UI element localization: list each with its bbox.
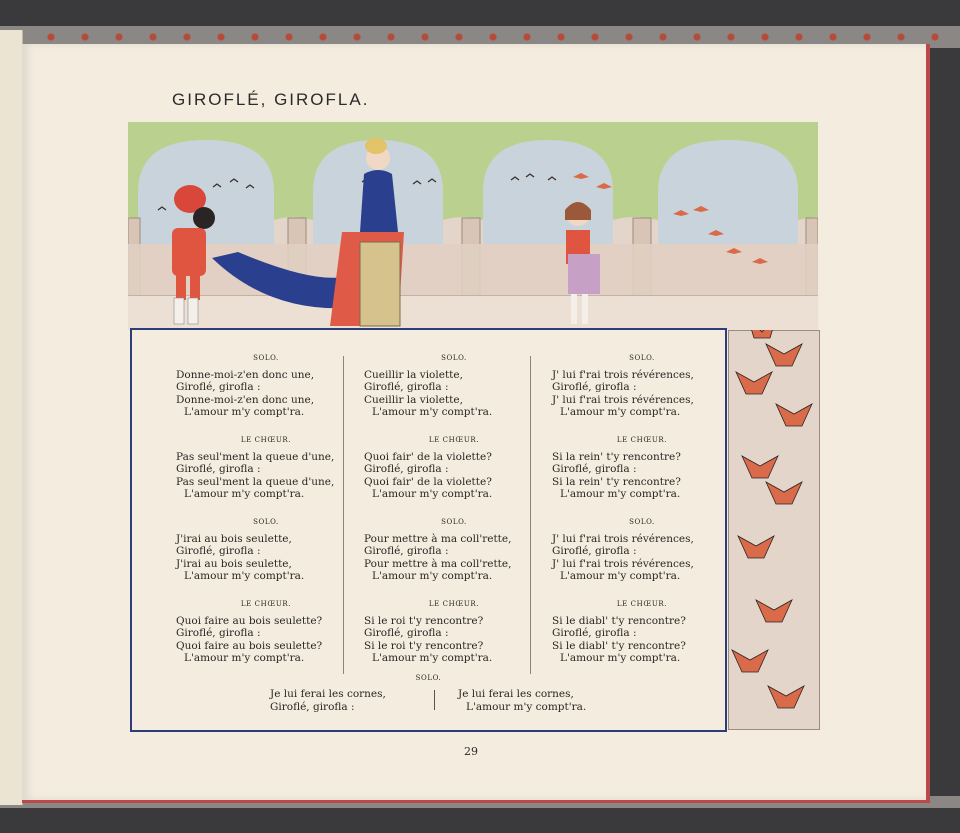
verse-line: L'amour m'y compt'ra. [372,652,493,664]
verse-line: Quoi faire au bois seulette? [176,614,323,627]
stanza-label: SOLO. [629,518,655,526]
page-number: 29 [464,745,478,758]
stanza-label: LE CHŒUR. [616,436,668,444]
stanza [364,598,544,680]
bird-border-illustration [728,330,820,730]
verse-line: Si la rein' t'y rencontre? [552,450,681,463]
verse-line: J'irai au bois seulette, [176,557,292,570]
verse-line: L'amour m'y compt'ra. [560,406,681,418]
verse-line: J' lui f'rai trois révérences, [552,532,694,545]
verse-line: Quoi faire au bois seulette? [176,639,323,652]
stanza-label: LE CHŒUR. [240,600,292,608]
stanza [552,598,732,680]
verse-line: Donne-moi-z'en donc une, [176,368,315,381]
verse-line: L'amour m'y compt'ra. [372,488,493,500]
stanza [552,352,732,434]
verse-line: L'amour m'y compt'ra. [560,652,681,664]
verse-line: Cueillir la violette, [364,393,463,406]
verse-line: Giroflé, girofla : [364,381,449,393]
verse-line: Si la rein' t'y rencontre? [552,475,681,488]
stanza-label: SOLO. [441,354,467,362]
stanza [364,352,544,434]
verse-line: Giroflé, girofla : [176,627,261,639]
verse-line: Giroflé, girofla : [364,545,449,557]
verse-line: Pour mettre à ma coll'rette, [364,532,512,545]
verse-column-3 [552,352,732,680]
stanza [364,434,544,516]
stanza [176,598,356,680]
verse-line: L'amour m'y compt'ra. [184,406,305,418]
stanza-label: SOLO. [253,354,279,362]
verse-line: Giroflé, girofla : [176,463,261,475]
verse-line: L'amour m'y compt'ra. [560,488,681,500]
stanza-label: LE CHŒUR. [616,600,668,608]
verse-line: Giroflé, girofla : [552,545,637,557]
page-title: GIROFLÉ, GIROFLA. [172,90,370,109]
verse-line: Giroflé, girofla : [364,463,449,475]
stanza [552,516,732,598]
verse-line: Je lui ferai les cornes, [270,688,386,700]
book-spine [0,30,23,805]
verse-line: L'amour m'y compt'ra. [184,652,305,664]
verse-line: Giroflé, girofla : [364,627,449,639]
verse-line: J' lui f'rai trois révérences, [552,368,694,381]
final-stanza-label: SOLO. [415,674,442,682]
verse-line: Giroflé, girofla : [552,381,637,393]
verse-line: L'amour m'y compt'ra. [372,570,493,582]
verse-line: Si le diabl' t'y rencontre? [552,639,686,652]
verse-line: Giroflé, girofla : [552,463,637,475]
stanza-label: LE CHŒUR. [240,436,292,444]
verse-line: Giroflé, girofla : [270,700,355,713]
stanza [364,516,544,598]
verse-line: J' lui f'rai trois révérences, [552,557,694,570]
verse-line: Giroflé, girofla : [176,381,261,393]
stanza [176,352,356,434]
stanza [552,434,732,516]
verse-line: J' lui f'rai trois révérences, [552,393,694,406]
song-text-panel [130,328,727,732]
verse-line: Pas seul'ment la queue d'une, [176,450,335,463]
stanza [176,434,356,516]
verse-line: Si le roi t'y rencontre? [364,639,484,652]
verse-line: Pour mettre à ma coll'rette, [364,557,512,570]
verse-line: Cueillir la violette, [364,368,463,381]
verse-line: Donne-moi-z'en donc une, [176,393,315,406]
verse-line: Pas seul'ment la queue d'une, [176,475,335,488]
verse-line: Je lui ferai les cornes, [458,688,574,700]
verse-line: Quoi fair' de la violette? [364,450,492,463]
final-stanza-left [270,688,386,713]
verse-line: L'amour m'y compt'ra. [184,488,305,500]
stanza-label: LE CHŒUR. [428,436,480,444]
verse-line: J'irai au bois seulette, [176,532,292,545]
stanza [176,516,356,598]
illustration-banner [128,122,818,330]
stanza-label: SOLO. [253,518,279,526]
verse-column-1 [176,352,356,680]
verse-line: L'amour m'y compt'ra. [560,570,681,582]
verse-line: L'amour m'y compt'ra. [372,406,493,418]
verse-line: Si le roi t'y rencontre? [364,614,484,627]
final-stanza-right [458,688,586,713]
verse-line: Quoi fair' de la violette? [364,475,492,488]
verse-column-2 [364,352,544,680]
stanza-label: LE CHŒUR. [428,600,480,608]
final-divider [434,690,435,710]
stanza-label: SOLO. [629,354,655,362]
verse-line: Giroflé, girofla : [552,627,637,639]
verse-line: Giroflé, girofla : [176,545,261,557]
verse-line: L'amour m'y compt'ra. [466,700,587,713]
verse-line: Si le diabl' t'y rencontre? [552,614,686,627]
stanza-label: SOLO. [441,518,467,526]
verse-line: L'amour m'y compt'ra. [184,570,305,582]
